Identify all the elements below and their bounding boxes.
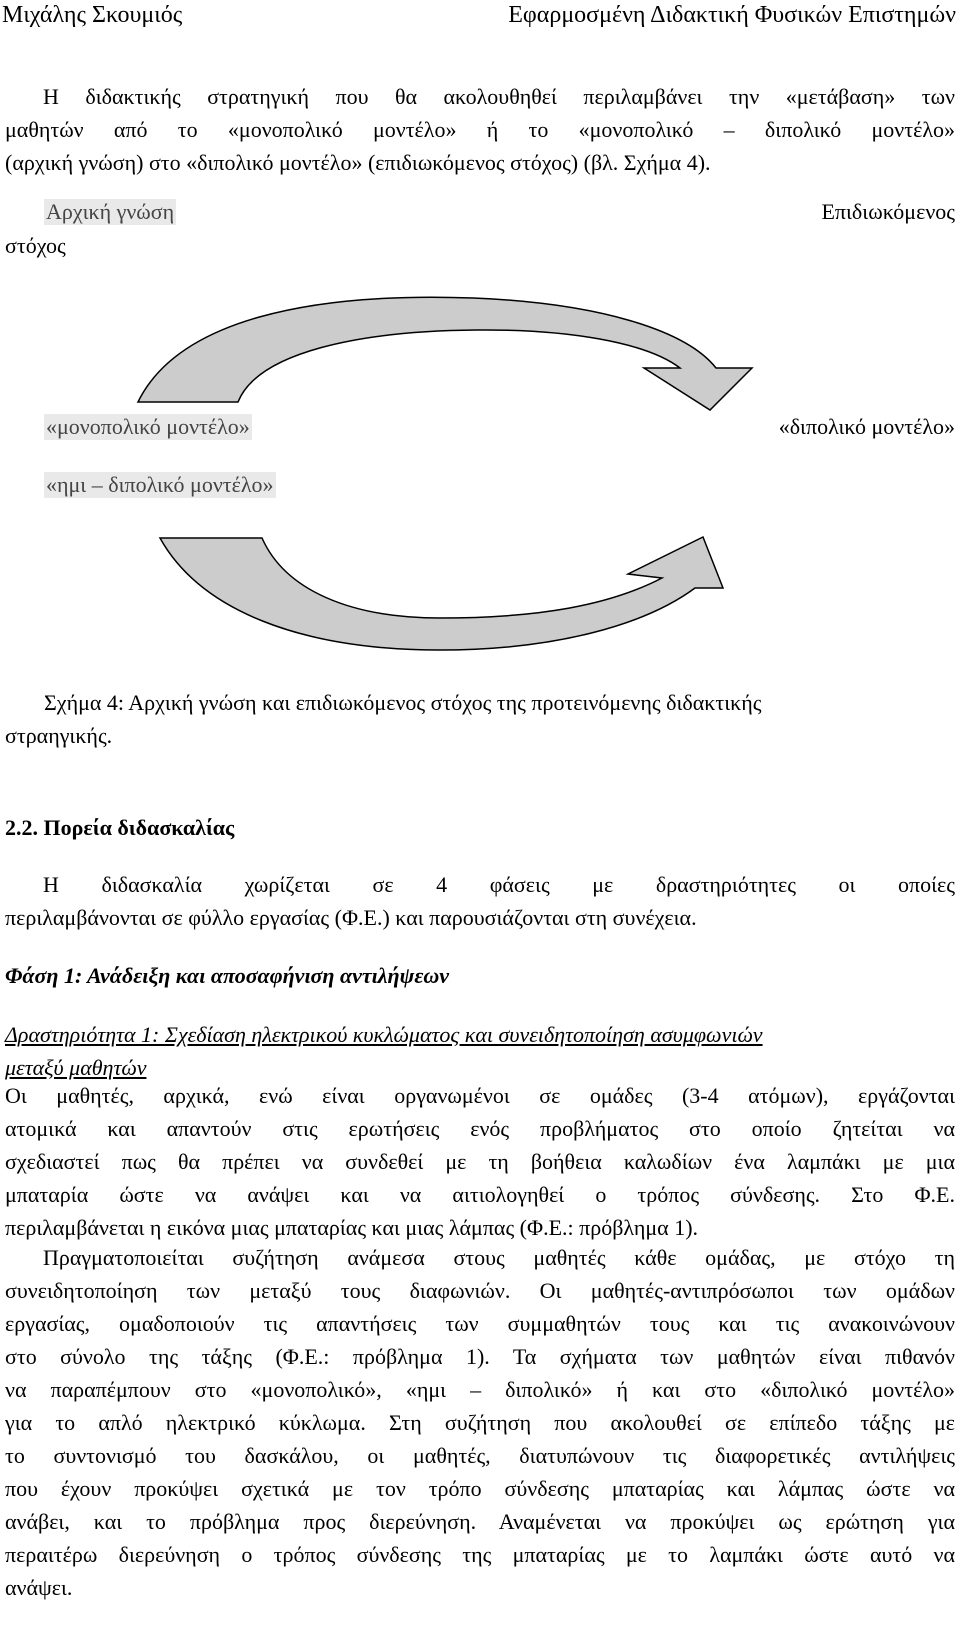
figure-label-target-2: στόχος [5, 233, 66, 258]
section-intro-line-1: Η διδασκαλία χωρίζεται σε 4 φάσεις με δραστηριότητες οι οποίες [43, 872, 955, 897]
para2-line-5: να παραπέμπουν στο «μονοπολικό», «ημι – διπολικό» ή και στο «διπολικό μοντέλο» [5, 1377, 955, 1402]
intro-line-3: (αρχική γνώση) στο «διπολικό μοντέλο» (επιδιωκόμενος στόχος) (βλ. Σχήμα 4). [5, 150, 711, 175]
para1-line-4: μπαταρία ώστε να ανάψει και να αιτιολογηθεί ο τρόπος σύνδεσης. Στο Φ.Ε. [5, 1182, 955, 1207]
model-bipolar-label: «διπολικό μοντέλο» [778, 414, 955, 439]
figure-label-initial-knowledge: Αρχική γνώση [46, 199, 175, 224]
model-monopolar-label: «μονοπολικό μοντέλο» [46, 414, 250, 439]
section-heading: 2.2. Πορεία διδασκαλίας [5, 815, 235, 840]
para2-line-4: στο σύνολο της τάξης (Φ.Ε.: πρόβλημα 1). Τα σχήματα των μαθητών είναι πιθανόν [5, 1344, 955, 1369]
para2-line-11: ανάψει. [5, 1575, 73, 1600]
para2-line-7: το συντονισμό του δασκάλου, οι μαθητές, διατυπώνουν τις διαφορετικές αντιλήψεις [5, 1443, 955, 1468]
activity-title-line-1: Δραστηριότητα 1: Σχεδίαση ηλεκτρικού κυκλώματος και συνειδητοποίηση ασυμφωνιών [5, 1022, 763, 1047]
intro-line-2: μαθητών από το «μονοπολικό μοντέλο» ή το «μονοπολικό – διπολικό μοντέλο» [5, 117, 955, 142]
para2-line-10: περαιτέρω διερεύνηση ο τρόπος σύνδεσης της μπαταρίας με το λαμπάκι ώστε αυτό να [5, 1542, 955, 1567]
figure-label-target-1: Επιδιωκόμενος [821, 199, 955, 224]
para2-line-6: για το απλό ηλεκτρικό κύκλωμα. Στη συζήτηση που ακολουθεί σε επίπεδο τάξης με [5, 1410, 955, 1435]
body-paragraph-1 [5, 1080, 955, 1245]
figure-caption-line-2: στραηγικής. [5, 723, 113, 748]
header-course: Εφαρμοσμένη Διδακτική Φυσικών Επιστημών [508, 2, 956, 28]
upper-curved-arrow [138, 297, 752, 410]
figure-caption-line-1: Σχήμα 4: Αρχική γνώση και επιδιωκόμενος στόχος της προτεινόμενης διδακτικής [44, 690, 762, 715]
activity-title-line-2: μεταξύ μαθητών [5, 1055, 147, 1080]
para1-line-2: ατομικά και απαντούν στις ερωτήσεις ενός προβλήματος στο οποίο ζητείται να [5, 1116, 955, 1141]
para1-line-5: περιλαμβάνεται η εικόνα μιας μπαταρίας και μιας λάμπας (Φ.Ε.: πρόβλημα 1). [5, 1215, 699, 1240]
body-paragraph-2 [5, 1242, 955, 1605]
phase-title: Φάση 1: Ανάδειξη και αποσαφήνιση αντιλήψεων [5, 963, 450, 988]
header-author: Μιχάλης Σκουμιός [2, 2, 183, 28]
para2-line-9: ανάβει, και το πρόβλημα προς διερεύνηση. Αναμένεται να προκύψει ως ερώτηση για [5, 1509, 955, 1534]
activity-title [5, 1018, 955, 1084]
para2-line-1: Πραγματοποιείται συζήτηση ανάμεσα στους μαθητές κάθε ομάδας, με στόχο τη [43, 1245, 955, 1270]
figure-diagram [0, 0, 960, 700]
para1-line-1: Οι μαθητές, αρχικά, ενώ είναι οργανωμένοι σε ομάδες (3-4 ατόμων), εργάζονται [5, 1083, 955, 1108]
intro-line-1: Η διδακτικής στρατηγική που θα ακολουθηθεί περιλαμβάνει την «μετάβαση» των [43, 84, 955, 109]
lower-curved-arrow [160, 537, 723, 650]
para1-line-3: σχεδιαστεί πως θα πρέπει να συνδεθεί με τη βοήθεια καλωδίων ένα λαμπάκι με μια [5, 1149, 955, 1174]
para2-line-8: που έχουν προκύψει σχετικά με τον τρόπο σύνδεσης μπαταρίας και λάμπας ώστε να [5, 1476, 955, 1501]
model-semi-bipolar-label: «ημι – διπολικό μοντέλο» [46, 472, 274, 497]
section-intro-line-2: περιλαμβάνονται σε φύλλο εργασίας (Φ.Ε.) και παρουσιάζονται στη συνέχεια. [5, 905, 697, 930]
para2-line-3: εργασίας, ομαδοποιούν τις απαντήσεις των συμμαθητών τους και τις ανακοινώνουν [5, 1311, 955, 1336]
para2-line-2: συνειδητοποίηση των μεταξύ τους διαφωνιών. Οι μαθητές-αντιπρόσωποι των ομάδων [5, 1278, 955, 1303]
section-intro [5, 868, 955, 934]
